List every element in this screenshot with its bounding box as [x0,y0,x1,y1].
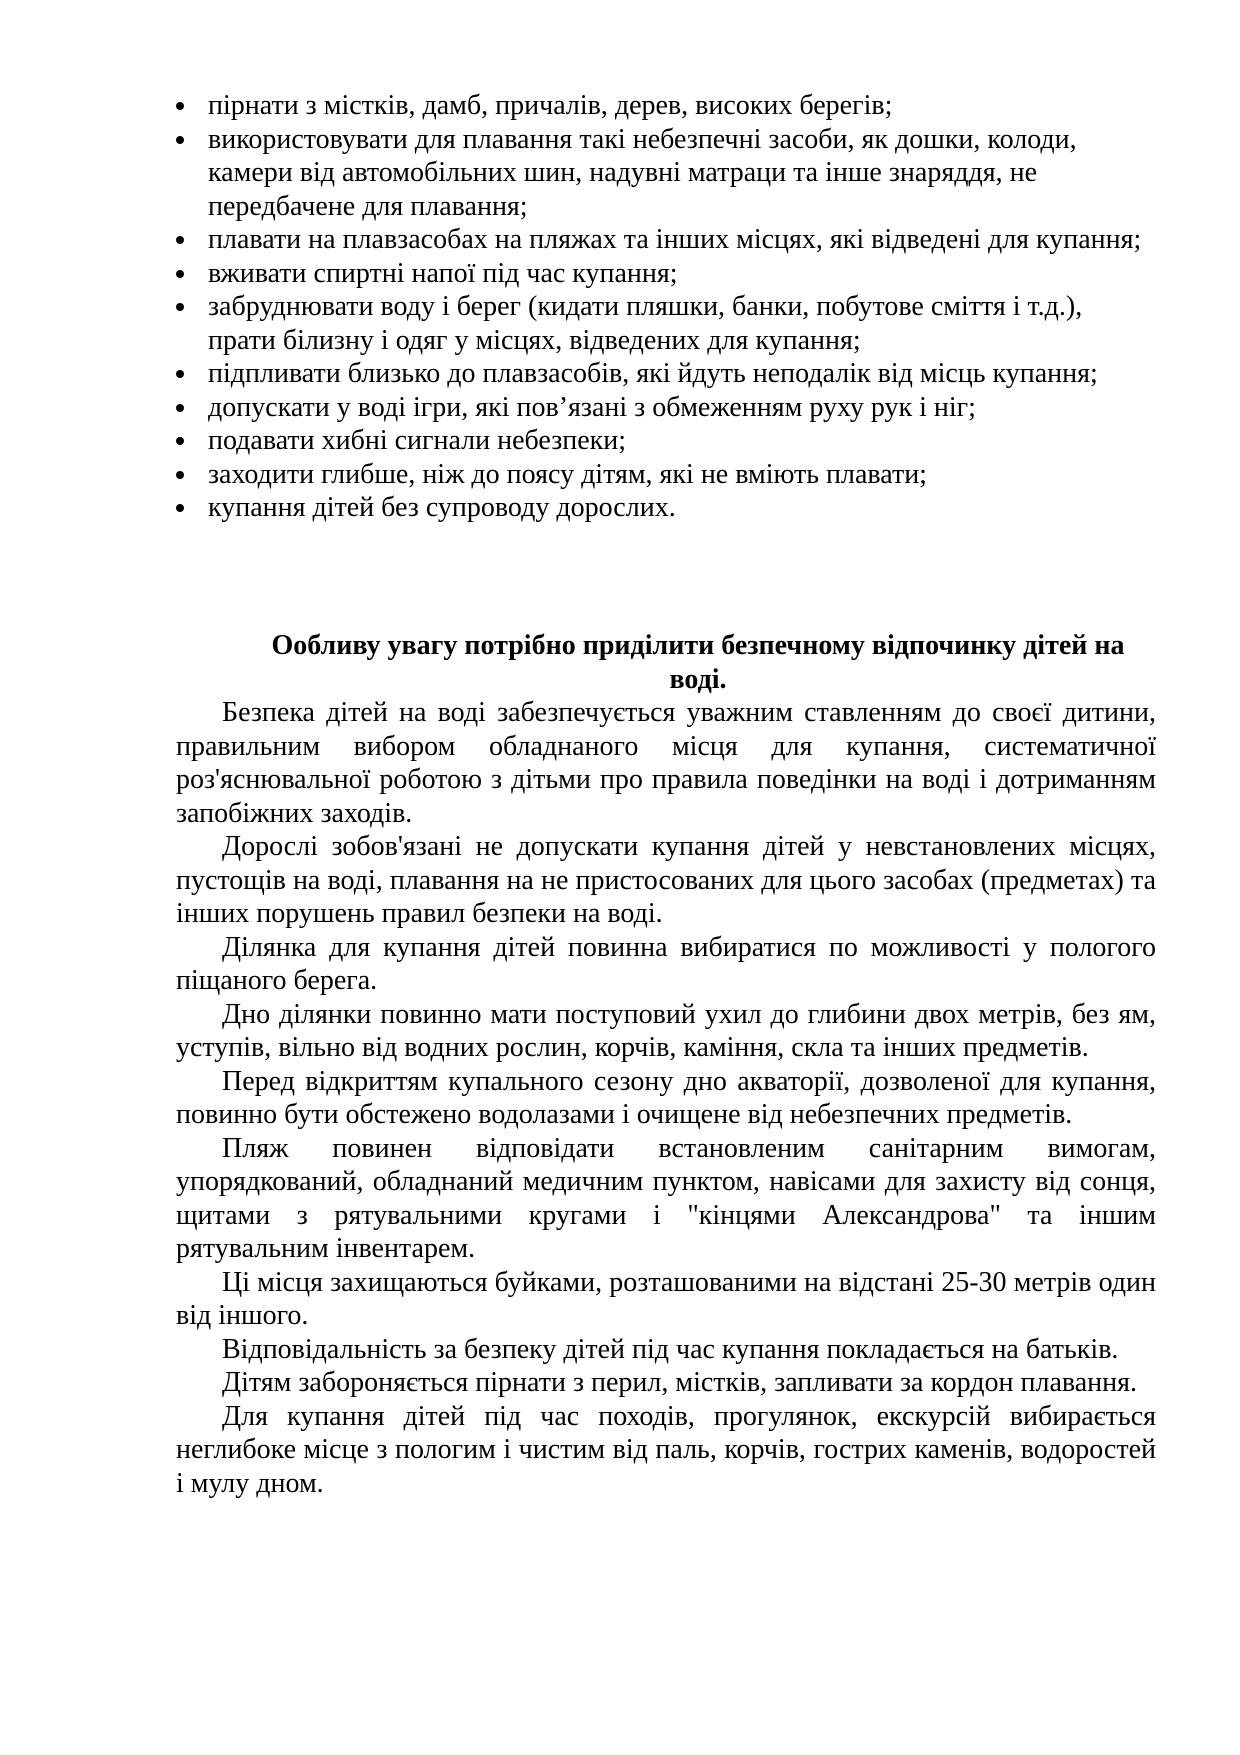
list-item [176,357,1156,391]
list-item [176,424,1156,458]
list-item-text: підпливати близько до плавзасобів, які йдуть неподалік від місць купання; [208,358,1098,389]
paragraph: Дно ділянки повинно мати поступовий ухил до глибини двох метрів, без ям, уступів, вільно від водних рослин, корчів, каміння, скла та інших предметів. [176,998,1156,1063]
list-item-text: допускати у воді ігри, які пов’язані з обмеженням руху рук і ніг; [208,391,976,423]
list-item [176,458,1156,492]
list-item-text: забруднювати воду і берег (кидати пляшки, банки, побутове сміття і т.д.), прати білизну і одяг у місцях, відведених для купання; [208,291,1083,356]
list-item-text: використовувати для плавання такі небезпечні засоби, як дошки, колоди, камери від автомобільних шин, надувні матраци та інше знаряддя, не передбачене для плавання; [208,123,1077,222]
list-item-text: плавати на плавзасобах на пляжах та інших місцях, які відведені для купання; [208,224,1142,255]
bullet-icon [176,370,184,378]
list-item-text: купання дітей без супроводу дорослих. [208,492,676,523]
list-item-text: заходити глибше, ніж до поясу дітям, які не вміють плавати; [208,458,927,490]
list-item [176,491,1156,525]
list-item [176,391,1156,425]
bullet-icon [176,102,184,110]
list-item [176,89,1156,123]
paragraph: Дорослі зобов'язані не допускати купання дітей у невстановлених місцях, пустощів на воді, плавання на не пристосованих для цього засобах (предметах) та інших порушень правил безпеки на воді. [176,831,1156,929]
paragraph: Відповідальність за безпеку дітей під час купання покладається на батьків. [222,1333,1119,1365]
paragraph: Ділянка для купання дітей повинна вибиратися по можливості у пологого піщаного берега. [176,931,1156,996]
bullet-icon [176,236,184,244]
bullet-icon [176,136,184,144]
list-item-text: вживати спиртні напої під час купання; [208,257,678,289]
list-item-text: подавати хибні сигнали небезпеки; [208,425,627,456]
bullet-icon [176,404,184,412]
bullet-icon [176,471,184,479]
bullet-icon [176,303,184,311]
list-item [176,123,1156,224]
list-item [176,290,1156,357]
list-item-text: пірнати з містків, дамб, причалів, дерев, високих берегів; [208,90,893,121]
paragraph: Для купання дітей під час походів, прогулянок, екскурсій вибирається неглибоке місце з пологим і чистим від паль, корчів, гострих каменів, водоростей і мулу дном. [176,1400,1156,1499]
paragraph: Дітям забороняється пірнати з перил, містків, запливати за кордон плавання. [222,1367,1138,1398]
bullet-icon [176,504,184,512]
bullet-icon [176,270,184,278]
paragraph: Пляж повинен відповідати встановленим санітарним вимогам, упорядкований, обладнаний медичним пунктом, навісами для захисту від сонця, щитами з рятувальними кругами і "кінцями Александрова" та іншим рятувальним інвентарем. [176,1132,1156,1264]
paragraph: Ці місця захищаються буйками, розташованими на відстані 25-30 метрів один від іншого. [176,1266,1156,1331]
section-heading: Ообливу увагу потрібно приділити безпечному відпочинку дітей на воді. [271,630,1125,695]
section-body [176,696,1156,1500]
list-item [176,223,1156,257]
bullet-icon [176,437,184,445]
prohibitions-list [176,89,1156,525]
paragraph: Безпека дітей на воді забезпечується уважним ставленням до своєї дитини, правильним вибором обладнаного місця для купання, систематичної роз'яснювальної роботою з дітьми про правила поведінки на воді і дотриманням запобіжних заходів. [176,697,1156,829]
list-item [176,257,1156,291]
paragraph: Перед відкриттям купального сезону дно акваторії, дозволеної для купання, повинно бути обстежено водолазами і очищене від небезпечних предметів. [176,1065,1156,1130]
